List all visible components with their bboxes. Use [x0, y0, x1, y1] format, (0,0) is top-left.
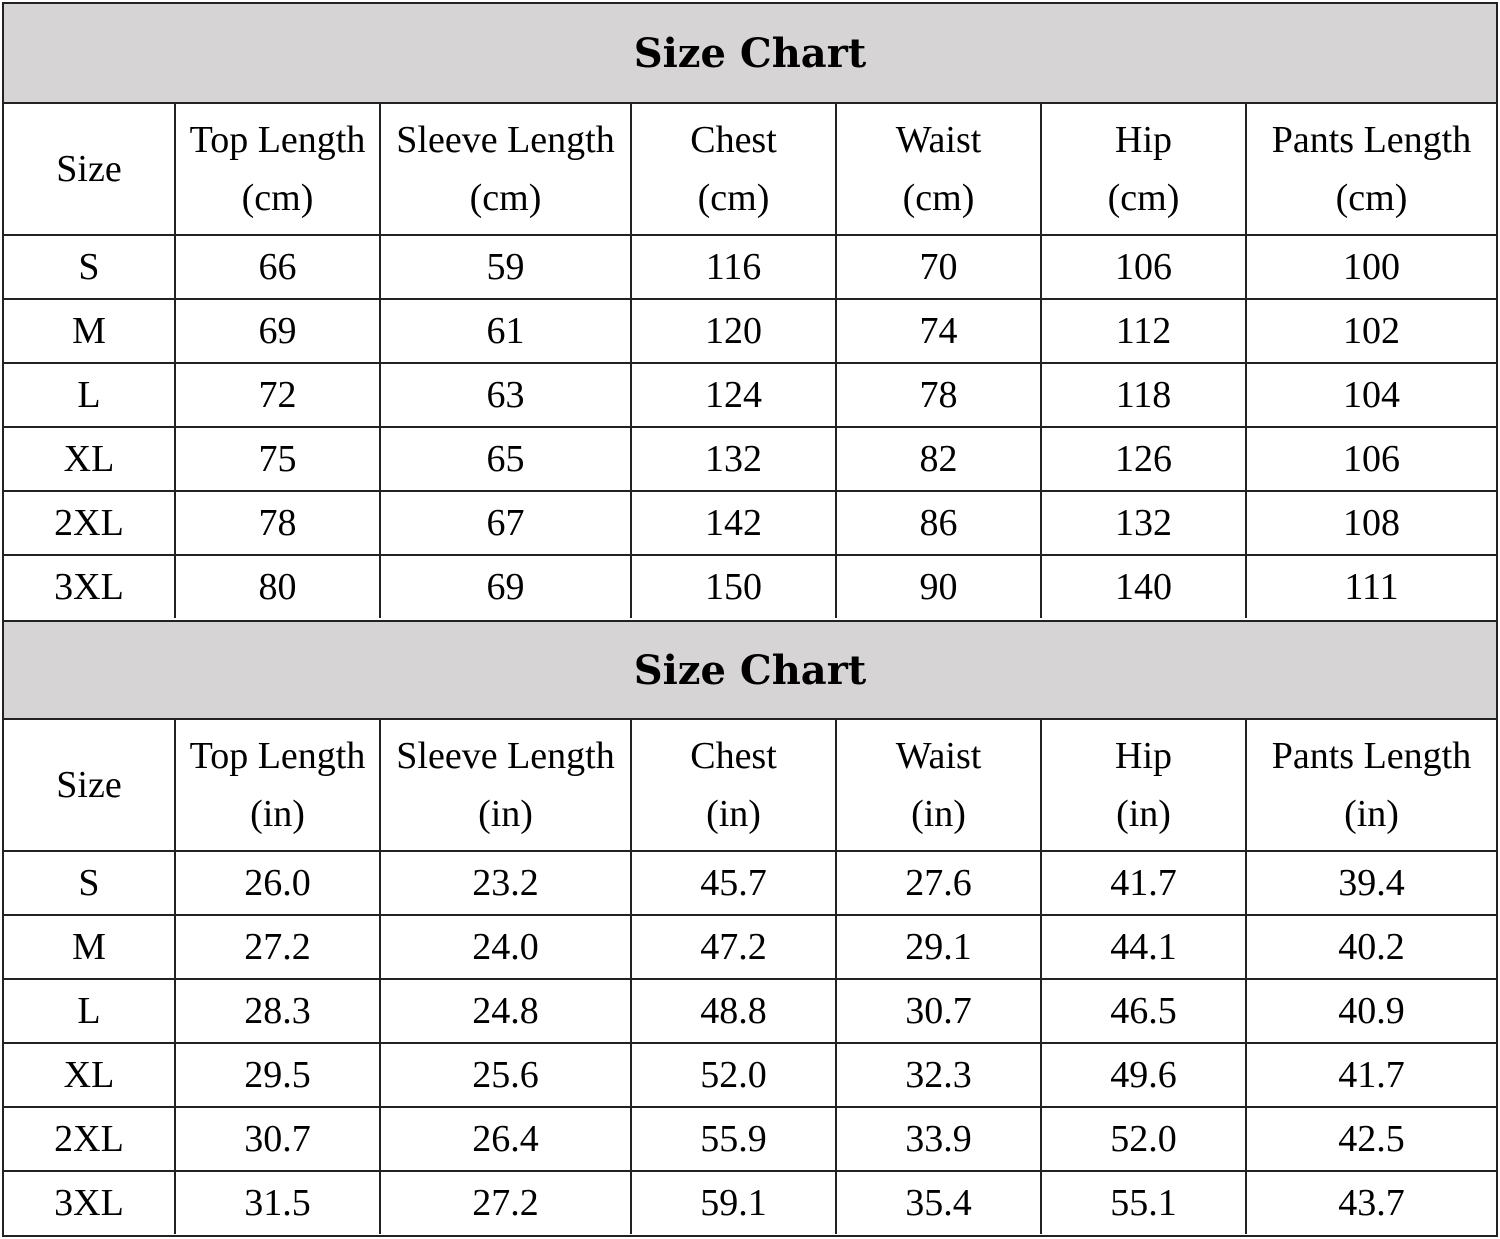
measurement-cell: 23.2 — [380, 851, 631, 915]
measurement-cell: 25.6 — [380, 1043, 631, 1107]
column-header — [1246, 104, 1496, 235]
measurement-cell: 150 — [631, 555, 836, 618]
column-header-label: Hip — [1115, 119, 1172, 161]
column-header-label: Sleeve Length — [396, 119, 615, 161]
column-header — [836, 104, 1041, 235]
column-header-label: Waist — [895, 735, 982, 777]
measurement-cell: 78 — [175, 491, 380, 555]
column-header-label: Sleeve Length — [396, 735, 615, 777]
measurement-cell: 27.6 — [836, 851, 1041, 915]
column-header — [1041, 104, 1246, 235]
column-header — [175, 104, 380, 235]
table-row — [4, 1107, 1496, 1171]
measurement-cell: 116 — [631, 235, 836, 299]
size-cell: XL — [4, 427, 175, 491]
measurement-cell: 40.2 — [1246, 915, 1496, 979]
measurement-cell: 112 — [1041, 299, 1246, 363]
measurement-cell: 65 — [380, 427, 631, 491]
measurement-cell: 47.2 — [631, 915, 836, 979]
table-row — [4, 1043, 1496, 1107]
size-cell: S — [4, 235, 175, 299]
table-row — [4, 979, 1496, 1043]
size-chart-title: Size Chart — [4, 620, 1496, 720]
measurement-cell: 39.4 — [1246, 851, 1496, 915]
size-cell: L — [4, 979, 175, 1043]
column-header — [1246, 720, 1496, 851]
size-cell: M — [4, 915, 175, 979]
column-header — [4, 720, 175, 851]
measurement-cell: 52.0 — [1041, 1107, 1246, 1171]
measurement-cell: 26.0 — [175, 851, 380, 915]
measurement-cell: 132 — [1041, 491, 1246, 555]
measurement-cell: 30.7 — [836, 979, 1041, 1043]
column-header — [1041, 720, 1246, 851]
measurement-cell: 52.0 — [631, 1043, 836, 1107]
measurement-cell: 29.1 — [836, 915, 1041, 979]
measurement-cell: 126 — [1041, 427, 1246, 491]
header-row — [4, 104, 1496, 235]
column-header-unit: (cm) — [241, 177, 314, 219]
size-table-in — [4, 720, 1496, 1234]
measurement-cell: 82 — [836, 427, 1041, 491]
measurement-cell: 27.2 — [380, 1171, 631, 1234]
measurement-cell: 120 — [631, 299, 836, 363]
measurement-cell: 72 — [175, 363, 380, 427]
measurement-cell: 59 — [380, 235, 631, 299]
measurement-cell: 102 — [1246, 299, 1496, 363]
measurement-cell: 111 — [1246, 555, 1496, 618]
measurement-cell: 28.3 — [175, 979, 380, 1043]
measurement-cell: 140 — [1041, 555, 1246, 618]
measurement-cell: 26.4 — [380, 1107, 631, 1171]
table-row — [4, 555, 1496, 618]
column-header-unit: (in) — [911, 793, 966, 835]
measurement-cell: 24.0 — [380, 915, 631, 979]
measurement-cell: 124 — [631, 363, 836, 427]
column-header-unit: (in) — [478, 793, 533, 835]
column-header — [175, 720, 380, 851]
measurement-cell: 132 — [631, 427, 836, 491]
column-header — [4, 104, 175, 235]
column-header-unit: (cm) — [469, 177, 542, 219]
column-header-label: Size — [56, 148, 122, 190]
column-header-label: Top Length — [189, 119, 366, 161]
measurement-cell: 42.5 — [1246, 1107, 1496, 1171]
measurement-cell: 108 — [1246, 491, 1496, 555]
column-header — [631, 720, 836, 851]
measurement-cell: 40.9 — [1246, 979, 1496, 1043]
measurement-cell: 27.2 — [175, 915, 380, 979]
table-row — [4, 363, 1496, 427]
measurement-cell: 44.1 — [1041, 915, 1246, 979]
column-header-unit: (in) — [706, 793, 761, 835]
header-row — [4, 720, 1496, 851]
size-cell: S — [4, 851, 175, 915]
table-row — [4, 915, 1496, 979]
column-header-unit: (cm) — [902, 177, 975, 219]
size-cell: 2XL — [4, 491, 175, 555]
table-row — [4, 1171, 1496, 1234]
size-cell: L — [4, 363, 175, 427]
column-header-unit: (in) — [250, 793, 305, 835]
size-table-cm — [4, 104, 1496, 618]
size-chart-in-section — [4, 620, 1496, 1235]
column-header-unit: (in) — [1116, 793, 1171, 835]
column-header-label: Pants Length — [1271, 735, 1472, 777]
measurement-cell: 66 — [175, 235, 380, 299]
size-cell: M — [4, 299, 175, 363]
measurement-cell: 43.7 — [1246, 1171, 1496, 1234]
size-cell: 2XL — [4, 1107, 175, 1171]
size-chart-sheet — [2, 2, 1498, 1237]
measurement-cell: 75 — [175, 427, 380, 491]
measurement-cell: 106 — [1041, 235, 1246, 299]
measurement-cell: 45.7 — [631, 851, 836, 915]
measurement-cell: 30.7 — [175, 1107, 380, 1171]
measurement-cell: 55.9 — [631, 1107, 836, 1171]
measurement-cell: 59.1 — [631, 1171, 836, 1234]
measurement-cell: 24.8 — [380, 979, 631, 1043]
measurement-cell: 49.6 — [1041, 1043, 1246, 1107]
measurement-cell: 69 — [175, 299, 380, 363]
size-chart-title: Size Chart — [4, 4, 1496, 104]
column-header-unit: (in) — [1344, 793, 1399, 835]
size-chart-cm-section — [4, 4, 1496, 620]
column-header-label: Waist — [895, 119, 982, 161]
measurement-cell: 41.7 — [1246, 1043, 1496, 1107]
table-row — [4, 491, 1496, 555]
measurement-cell: 70 — [836, 235, 1041, 299]
measurement-cell: 67 — [380, 491, 631, 555]
column-header — [380, 104, 631, 235]
measurement-cell: 69 — [380, 555, 631, 618]
size-cell: 3XL — [4, 555, 175, 618]
measurement-cell: 104 — [1246, 363, 1496, 427]
measurement-cell: 33.9 — [836, 1107, 1041, 1171]
table-row — [4, 851, 1496, 915]
measurement-cell: 86 — [836, 491, 1041, 555]
column-header-label: Hip — [1115, 735, 1172, 777]
column-header-label: Size — [56, 764, 122, 806]
measurement-cell: 48.8 — [631, 979, 836, 1043]
column-header-unit: (cm) — [1107, 177, 1180, 219]
measurement-cell: 35.4 — [836, 1171, 1041, 1234]
measurement-cell: 32.3 — [836, 1043, 1041, 1107]
measurement-cell: 41.7 — [1041, 851, 1246, 915]
column-header — [631, 104, 836, 235]
column-header — [380, 720, 631, 851]
measurement-cell: 63 — [380, 363, 631, 427]
table-row — [4, 427, 1496, 491]
size-cell: 3XL — [4, 1171, 175, 1234]
column-header-label: Chest — [690, 119, 777, 161]
table-row — [4, 299, 1496, 363]
measurement-cell: 29.5 — [175, 1043, 380, 1107]
measurement-cell: 90 — [836, 555, 1041, 618]
measurement-cell: 80 — [175, 555, 380, 618]
measurement-cell: 118 — [1041, 363, 1246, 427]
column-header-label: Pants Length — [1271, 119, 1472, 161]
measurement-cell: 78 — [836, 363, 1041, 427]
measurement-cell: 142 — [631, 491, 836, 555]
table-row — [4, 235, 1496, 299]
measurement-cell: 31.5 — [175, 1171, 380, 1234]
measurement-cell: 46.5 — [1041, 979, 1246, 1043]
measurement-cell: 100 — [1246, 235, 1496, 299]
column-header — [836, 720, 1041, 851]
column-header-unit: (cm) — [697, 177, 770, 219]
column-header-label: Chest — [690, 735, 777, 777]
measurement-cell: 61 — [380, 299, 631, 363]
column-header-label: Top Length — [189, 735, 366, 777]
column-header-unit: (cm) — [1335, 177, 1408, 219]
measurement-cell: 55.1 — [1041, 1171, 1246, 1234]
measurement-cell: 74 — [836, 299, 1041, 363]
measurement-cell: 106 — [1246, 427, 1496, 491]
size-cell: XL — [4, 1043, 175, 1107]
